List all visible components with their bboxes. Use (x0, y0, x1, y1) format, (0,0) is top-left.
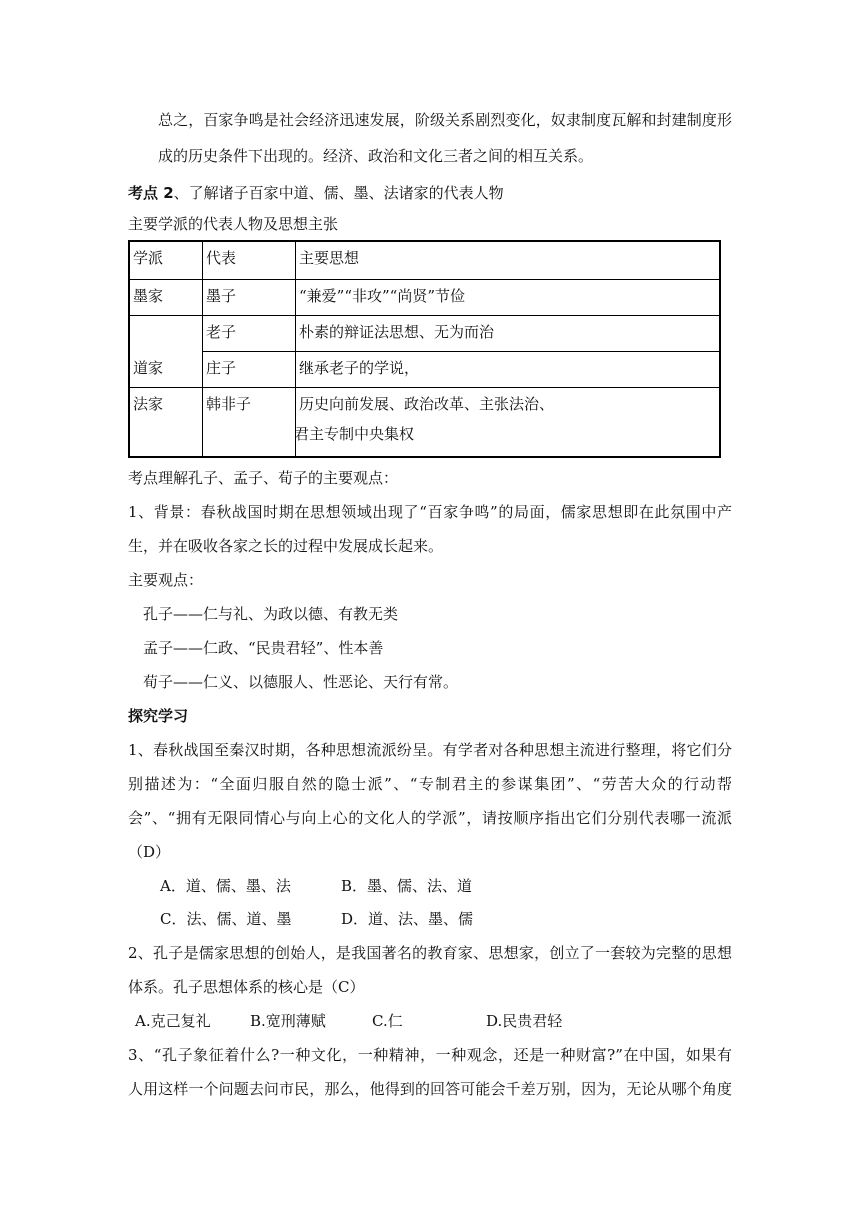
q1-line-3: 会”、“拥有无限同情心与向上心的文化人的学派”，请按顺序指出它们分别代表哪一流派 (128, 809, 732, 827)
cell-idea-laozi: 朴素的辩证法思想、无为而治 (296, 315, 721, 351)
cell-rep-mozi: 墨子 (203, 279, 296, 315)
main-views-label: 主要观点： (128, 571, 204, 589)
q1-option-a: A．道、儒、墨、法 (160, 877, 291, 895)
intro-line-2: 成的历史条件下出现的。经济、政治和文化三者之间的相互关系。 (158, 147, 594, 165)
header-main-idea: 主要思想 (296, 241, 721, 279)
header-representative: 代表 (203, 241, 296, 279)
cell-rep-hanfeizi: 韩非子 (203, 387, 296, 457)
background-line-1: 1、背景：春秋战国时期在思想领域出现了“百家争鸣”的局面，儒家思想即在此氛围中产 (128, 503, 732, 521)
q2-option-c: C.仁 (372, 1012, 403, 1030)
kaodian-2-text: 、了解诸子百家中道、儒、墨、法诸家的代表人物 (173, 184, 504, 202)
cell-rep-laozi: 老子 (203, 315, 296, 351)
view-mencius: 孟子——仁政、“民贵君轻”、性本善 (143, 639, 384, 657)
table-row-fajia (129, 387, 720, 457)
cell-idea-zhuangzi: 继承老子的学说， (296, 351, 721, 387)
q3-line-2: 人用这样一个问题去问市民，那么，他得到的回答可能会千差万别，因为，无论从哪个角度 (128, 1080, 732, 1098)
schools-table (128, 240, 721, 458)
table-row-zhuangzi (129, 351, 720, 387)
cell-school-fajia: 法家 (129, 387, 203, 457)
table-row-laozi (129, 315, 720, 351)
q1-line-1: 1、春秋战国至秦汉时期，各种思想流派纷呈。有学者对各种思想主流进行整理，将它们分 (128, 741, 732, 759)
cell-school-mojia: 墨家 (129, 279, 203, 315)
q1-option-c: C．法、儒、道、墨 (160, 910, 292, 928)
cell-rep-zhuangzi: 庄子 (203, 351, 296, 387)
view-confucius: 孔子——仁与礼、为政以德、有教无类 (143, 605, 399, 623)
q2-line-2: 体系。孔子思想体系的核心是（C） (128, 978, 365, 996)
q2-option-b: B.宽刑薄赋 (250, 1012, 326, 1030)
kaodian-understanding: 考点理解孔子、孟子、荀子的主要观点： (128, 469, 399, 487)
intro-line-1: 总之，百家争鸣是社会经济迅速发展，阶级关系剧烈变化，奴隶制度瓦解和封建制度形 (158, 111, 732, 129)
view-xunzi: 荀子——仁义、以德服人、性恶论、天行有常。 (143, 673, 459, 691)
table-header-row (129, 241, 720, 279)
cell-idea-mojia: “兼爱”“非攻”“尚贤”节俭 (296, 279, 721, 315)
cell-idea-fajia (296, 387, 721, 457)
table-caption: 主要学派的代表人物及思想主张 (128, 215, 339, 233)
table-row-mojia (129, 279, 720, 315)
explore-heading: 探究学习 (128, 707, 189, 725)
q1-option-d: D．道、法、墨、儒 (341, 910, 474, 928)
kaodian-2-label: 考点 2 (128, 184, 174, 202)
header-school: 学派 (129, 241, 203, 279)
q2-line-1: 2、孔子是儒家思想的创始人，是我国著名的教育家、思想家，创立了一套较为完整的思想 (128, 944, 732, 962)
q1-option-b: B．墨、儒、法、道 (341, 877, 473, 895)
q1-line-2: 别描述为：“全面归服自然的隐士派”、“专制君主的参谋集团”、“劳苦大众的行动帮 (128, 775, 732, 793)
q2-option-a: A.克己复礼 (135, 1012, 211, 1030)
cell-school-daojia: 道家 (129, 315, 203, 387)
kaodian-2-heading (128, 183, 504, 203)
q2-option-d: D.民贵君轻 (486, 1012, 563, 1030)
cell-idea-fajia-line-2: 君主专制中央集权 (294, 424, 415, 443)
q3-line-1: 3、“孔子象征着什么?一种文化，一种精神，一种观念，还是一种财富?”在中国，如果有 (128, 1046, 732, 1064)
background-line-2: 生，并在吸收各家之长的过程中发展成长起来。 (128, 537, 444, 555)
q1-answer: （D） (128, 843, 171, 861)
cell-idea-fajia-line-1: 历史向前发展、政治改革、主张法治、 (299, 394, 555, 413)
